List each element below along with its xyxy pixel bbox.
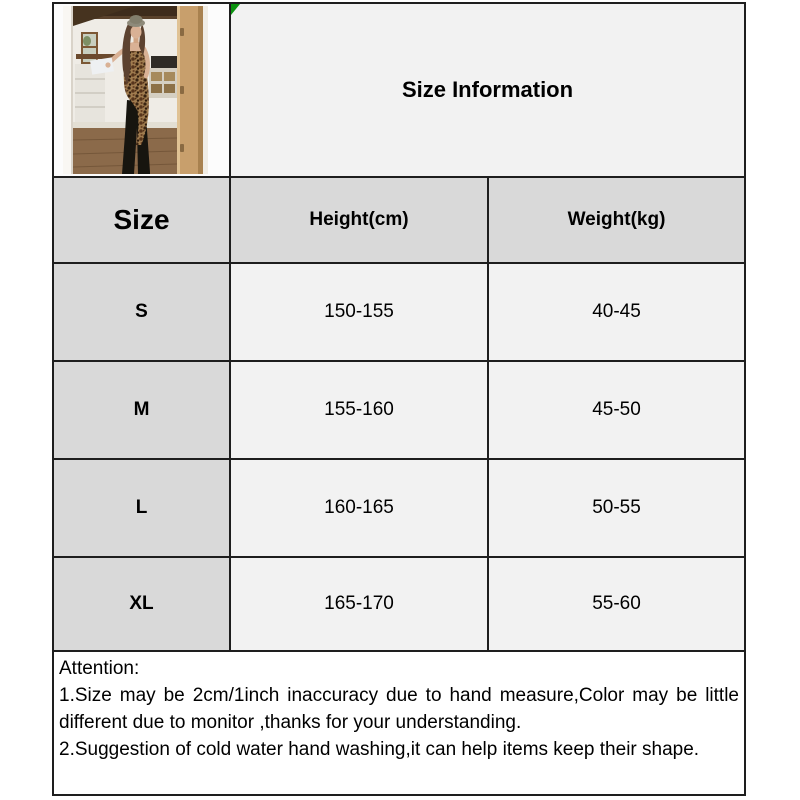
col-header-weight: Weight(kg) bbox=[489, 178, 744, 262]
size-info-title-cell bbox=[231, 4, 744, 176]
size-cell-m: M bbox=[54, 362, 229, 458]
product-photo-cell bbox=[54, 4, 229, 176]
size-cell-s: S bbox=[54, 264, 229, 360]
height-cell-xl: 165-170 bbox=[231, 558, 487, 650]
col-header-size: Size bbox=[54, 178, 229, 262]
col-header-height: Height(cm) bbox=[231, 178, 487, 262]
product-photo bbox=[63, 6, 208, 174]
height-cell-l: 160-165 bbox=[231, 460, 487, 556]
weight-cell-l: 50-55 bbox=[489, 460, 744, 556]
weight-cell-s: 40-45 bbox=[489, 264, 744, 360]
attention-section bbox=[54, 652, 744, 794]
size-cell-l: L bbox=[54, 460, 229, 556]
weight-cell-xl: 55-60 bbox=[489, 558, 744, 650]
size-chart-table bbox=[52, 2, 746, 796]
green-corner-marker-icon bbox=[231, 4, 240, 15]
attention-note-2: 2.Suggestion of cold water hand washing,it can help items keep their shape. bbox=[59, 739, 700, 760]
page-title: Size Information bbox=[401, 77, 574, 102]
weight-cell-m: 45-50 bbox=[489, 362, 744, 458]
height-cell-s: 150-155 bbox=[231, 264, 487, 360]
attention-label: Attention: bbox=[59, 658, 140, 679]
attention-note-1: 1.Size may be 2cm/1inch inaccuracy due to hand measure,Color may be little different due to monitor ,thanks for your understanding. bbox=[59, 685, 739, 733]
size-cell-xl: XL bbox=[54, 558, 229, 650]
height-cell-m: 155-160 bbox=[231, 362, 487, 458]
open-door bbox=[177, 6, 208, 174]
